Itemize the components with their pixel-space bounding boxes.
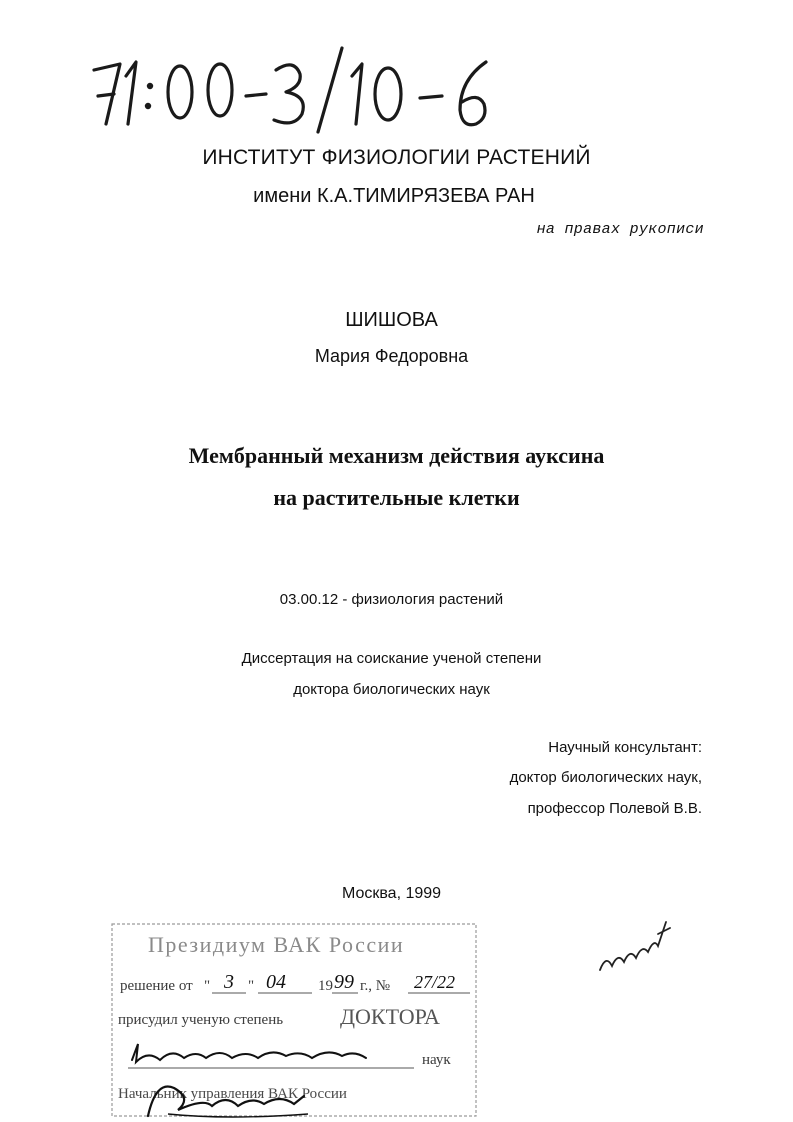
- stamp-year-prefix: 19: [318, 978, 333, 994]
- institute-subname: имени К.А.ТИМИРЯЗЕВА РАН: [253, 185, 535, 207]
- stamp-field-suffix: наук: [422, 1052, 451, 1068]
- stamp-header: Президиум ВАК России: [148, 932, 405, 957]
- stamp-field-handwriting: [132, 1044, 366, 1062]
- degree-line-2: доктора биологических наук: [293, 681, 490, 698]
- stamp-number: 27/22: [414, 972, 456, 992]
- dissertation-title-line-2: на растительные клетки: [273, 485, 520, 510]
- stamp-month: 04: [266, 971, 286, 993]
- consultant-name: профессор Полевой В.В.: [527, 800, 702, 817]
- svg-text:": ": [248, 978, 255, 994]
- stamp-year-suffix: 99: [334, 971, 354, 993]
- specialty-code: 03.00.12 - физиология растений: [279, 591, 504, 608]
- consultant-label: Научный консультант:: [548, 739, 702, 756]
- stamp-footer: Начальник управления ВАК России: [118, 1086, 347, 1102]
- degree-line-1: Диссертация на соискание ученой степени: [241, 650, 542, 667]
- stamp-year-unit: г., №: [360, 978, 391, 994]
- author-surname: ШИШОВА: [345, 309, 438, 331]
- place-and-year: Москва, 1999: [341, 885, 442, 902]
- svg-text:": ": [204, 978, 211, 994]
- stamp-day: 3: [224, 971, 234, 993]
- author-given-names: Мария Федоровна: [314, 346, 469, 366]
- stamp-award-prefix: присудил ученую степень: [118, 1012, 284, 1028]
- institute-name: ИНСТИТУТ ФИЗИОЛОГИИ РАСТЕНИЙ: [202, 146, 591, 169]
- handwritten-call-number: [90, 40, 510, 135]
- dissertation-title-line-1: Мембранный механизм действия ауксина: [188, 443, 605, 468]
- handwritten-initials: [596, 910, 676, 980]
- consultant-degree: доктор биологических наук,: [509, 769, 702, 786]
- vak-approval-stamp: [108, 920, 480, 1120]
- stamp-decision-prefix: решение от: [120, 978, 193, 994]
- stamp-award-degree: ДОКТОРА: [340, 1004, 440, 1029]
- manuscript-rights-note: на правах рукописи: [536, 221, 704, 238]
